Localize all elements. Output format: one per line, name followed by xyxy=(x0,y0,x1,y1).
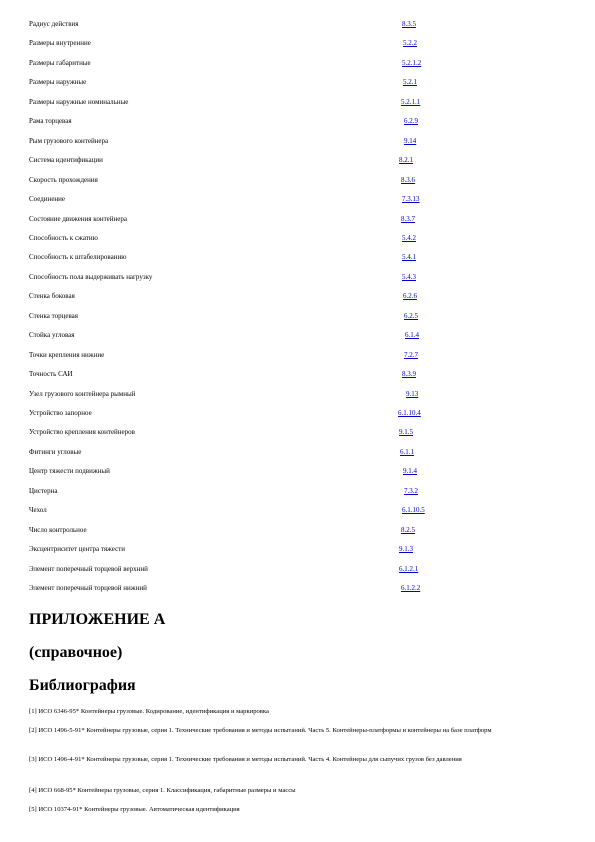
index-row xyxy=(29,425,549,439)
index-ref-link[interactable]: 5.2.1 xyxy=(403,78,417,87)
index-row xyxy=(29,581,549,595)
index-ref-link[interactable]: 5.2.2 xyxy=(403,39,417,48)
index-ref-link[interactable]: 6.1.4 xyxy=(405,331,419,340)
index-ref-link[interactable]: 5.4.3 xyxy=(402,272,416,281)
index-row xyxy=(29,289,549,303)
index-term: Размеры габаритные xyxy=(29,58,91,67)
index-ref-link[interactable]: 8.3.6 xyxy=(401,175,415,184)
index-term: Стойка угловая xyxy=(29,331,75,340)
index-row xyxy=(29,348,549,362)
appendix-title: ПРИЛОЖЕНИЕ А xyxy=(29,611,166,628)
index-ref-link[interactable]: 6.1.1 xyxy=(400,447,414,456)
index-row xyxy=(29,36,549,50)
index-ref-link[interactable]: 6.2.9 xyxy=(404,117,418,126)
bibliography-entry: [5] ИСО 10374-91* Контейнеры грузовые. Автоматическая идентификация xyxy=(29,806,240,813)
index-ref-link[interactable]: 8.2.5 xyxy=(401,525,415,534)
index-term: Стенка боковая xyxy=(29,292,75,301)
index-term: Узел грузового контейнера рымный xyxy=(29,389,136,398)
index-row xyxy=(29,484,549,498)
index-term: Элемент поперечный торцевой нижний xyxy=(29,584,147,593)
index-term: Соединение xyxy=(29,195,66,204)
index-ref-link[interactable]: 7.2.7 xyxy=(404,350,418,359)
index-row xyxy=(29,231,549,245)
index-row xyxy=(29,134,549,148)
index-ref-link[interactable]: 6.1.10.4 xyxy=(398,409,421,417)
index-term: Система идентификации xyxy=(29,156,103,165)
index-term: Рама торцевая xyxy=(29,117,72,126)
bibliography-entry: [2] ИСО 1496-5-91* Контейнеры грузовые, серия 1. Технические требования и методы испытаний. Часть 5. Контейнеры-платформы и контейнеры на базе платформ xyxy=(29,727,492,734)
index-row xyxy=(29,95,549,109)
index-term: Устройство крепления контейнеров xyxy=(29,428,135,437)
index-ref-link[interactable]: 6.2.6 xyxy=(403,292,417,301)
index-term: Число контрольное xyxy=(29,525,87,534)
index-ref-link[interactable]: 8.2.1 xyxy=(399,156,413,165)
index-row xyxy=(29,17,549,31)
index-row xyxy=(29,542,549,556)
index-term: Размеры наружные xyxy=(29,78,87,87)
index-row xyxy=(29,153,549,167)
index-term: Рым грузового контейнера xyxy=(29,136,109,145)
index-ref-link[interactable]: 9.13 xyxy=(406,389,419,398)
index-row xyxy=(29,328,549,342)
index-row xyxy=(29,56,549,70)
index-row xyxy=(29,387,549,401)
index-ref-link[interactable]: 6.1.2.1 xyxy=(399,564,419,573)
index-ref-link[interactable]: 6.2.5 xyxy=(404,311,418,320)
index-row xyxy=(29,503,549,517)
bibliography-entry: [3] ИСО 1496-4-91* Контейнеры грузовые, серия 1. Технические требования и методы испытаний. Часть 4. Контейнеры для сыпучих грузов без давления xyxy=(29,756,462,763)
index-term: Способность к штабелированию xyxy=(29,253,127,262)
index-term: Чехол xyxy=(29,506,47,515)
index-term: Состояние движения контейнера xyxy=(29,214,127,223)
index-ref-link[interactable]: 5.4.2 xyxy=(402,233,416,242)
index-row xyxy=(29,523,549,537)
index-ref-link[interactable]: 8.3.5 xyxy=(402,20,416,28)
index-row xyxy=(29,250,549,264)
index-ref-link[interactable]: 7.3.13 xyxy=(402,195,420,204)
index-row xyxy=(29,270,549,284)
index-row xyxy=(29,445,549,459)
appendix-subtitle: (справочное) xyxy=(29,644,123,661)
index-ref-link[interactable]: 9.1.4 xyxy=(403,467,417,476)
index-row xyxy=(29,75,549,89)
index-term: Стенка торцевая xyxy=(29,311,78,320)
index-term: Размеры наружные номинальные xyxy=(29,97,129,106)
index-term: Радиус действия xyxy=(29,20,79,28)
index-ref-link[interactable]: 6.1.10.5 xyxy=(402,506,425,515)
index-row xyxy=(29,212,549,226)
bibliography-entry: [1] ИСО 6346-95* Контейнеры грузовые. Кодирование, идентификация и маркировка xyxy=(29,708,269,715)
index-term: Точки крепления нижние xyxy=(29,350,105,359)
index-ref-link[interactable]: 5.2.1.1 xyxy=(401,97,421,106)
index-row xyxy=(29,367,549,381)
index-term: Фитинги угловые xyxy=(29,447,82,456)
index-row xyxy=(29,309,549,323)
index-ref-link[interactable]: 9.1.5 xyxy=(399,428,413,437)
index-term: Центр тяжести подвижный xyxy=(29,467,110,476)
index-ref-link[interactable]: 6.1.2.2 xyxy=(401,584,421,593)
index-row xyxy=(29,464,549,478)
index-row xyxy=(29,173,549,187)
index-ref-link[interactable]: 5.4.1 xyxy=(402,253,416,262)
index-ref-link[interactable]: 8.3.7 xyxy=(401,214,415,223)
index-row xyxy=(29,406,549,420)
bibliography-entry: [4] ИСО 668-95* Контейнеры грузовые, серия 1. Классификация, габаритные размеры и массы xyxy=(29,787,296,794)
index-term: Устройство запорное xyxy=(29,409,92,417)
index-term: Скорость прохождения xyxy=(29,175,98,184)
index-term: Точность САИ xyxy=(29,370,73,379)
index-ref-link[interactable]: 9.14 xyxy=(404,136,417,145)
bibliography-heading: Библиография xyxy=(29,677,136,694)
index-ref-link[interactable]: 5.2.1.2 xyxy=(402,58,422,67)
index-term: Способность к сжатию xyxy=(29,233,98,242)
index-term: Эксцентриситет центра тяжести xyxy=(29,545,125,554)
index-row xyxy=(29,192,549,206)
index-ref-link[interactable]: 7.3.2 xyxy=(404,486,418,495)
index-ref-link[interactable]: 8.3.9 xyxy=(402,370,416,379)
index-row xyxy=(29,114,549,128)
index-term: Способность пола выдерживать нагрузку xyxy=(29,272,153,281)
index-row xyxy=(29,562,549,576)
index-ref-link[interactable]: 9.1.3 xyxy=(399,545,413,554)
index-term: Цистерна xyxy=(29,486,58,495)
index-term: Размеры внутренние xyxy=(29,39,91,48)
index-term: Элемент поперечный торцевой верхний xyxy=(29,564,148,573)
